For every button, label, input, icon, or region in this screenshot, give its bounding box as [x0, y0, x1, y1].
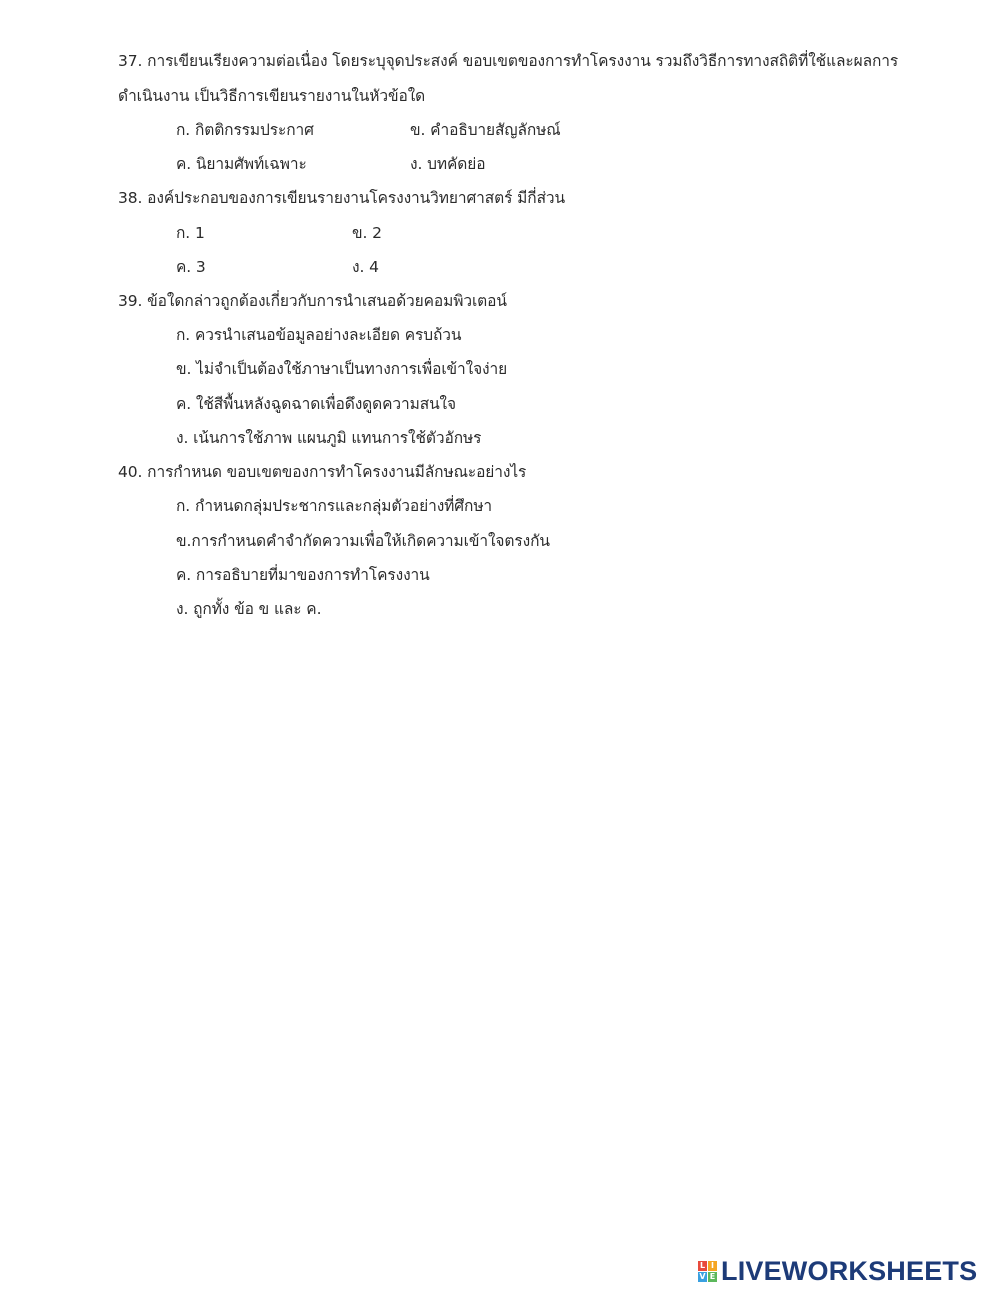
question-40-text: 40. การกำหนด ขอบเขตของการทำโครงงานมีลักษณะอย่างไร: [118, 463, 527, 481]
question-40-option-b: ข.การกำหนดคำจำกัดความเพื่อให้เกิดความเข้าใจตรงกัน: [176, 532, 550, 550]
question-39-option-d: ง. เน้นการใช้ภาพ แผนภูมิ แทนการใช้ตัวอักษร: [176, 429, 482, 447]
question-39-option-b: ข. ไม่จำเป็นต้องใช้ภาษาเป็นทางการเพื่อเข้าใจง่าย: [176, 360, 508, 378]
liveworksheets-logo: [698, 1254, 977, 1288]
question-37-option-b: ข. คำอธิบายสัญลักษณ์: [410, 121, 561, 139]
question-40-option-d: ง. ถูกทั้ง ข้อ ข และ ค.: [176, 600, 322, 618]
logo-text: LIVEWORKSHEETS: [721, 1255, 978, 1286]
question-39-option-a: ก. ควรนำเสนอข้อมูลอย่างละเอียด ครบถ้วน: [176, 326, 462, 344]
question-38-text: 38. องค์ประกอบของการเขียนรายงานโครงงานวิทยาศาสตร์ มีกี่ส่วน: [118, 189, 566, 207]
question-38-option-d: ง. 4: [352, 258, 379, 276]
question-40-option-c: ค. การอธิบายที่มาของการทำโครงงาน: [176, 566, 430, 584]
question-39-option-c: ค. ใช้สีพื้นหลังฉูดฉาดเพื่อดึงดูดความสนใจ: [176, 395, 457, 413]
question-38-option-b: ข. 2: [352, 224, 382, 242]
logo-block-l: L: [699, 1260, 706, 1270]
question-37-text-line1: 37. การเขียนเรียงความต่อเนื่อง โดยระบุจุดประสงค์ ขอบเขตของการทำโครงงาน รวมถึงวิธีการทางสถิติที่ใช้และผลการ: [118, 52, 899, 70]
logo-blocks-icon: [698, 1261, 717, 1282]
question-37-option-c: ค. นิยามศัพท์เฉพาะ: [176, 155, 307, 173]
question-39-text: 39. ข้อใดกล่าวถูกต้องเกี่ยวกับการนำเสนอด้วยคอมพิวเตอน์: [118, 292, 507, 310]
logo-block-e: E: [709, 1271, 716, 1281]
logo-block-v: V: [699, 1271, 706, 1281]
question-38-option-c: ค. 3: [176, 258, 206, 276]
question-37-option-d: ง. บทคัดย่อ: [410, 155, 486, 173]
logo-block-i: I: [708, 1261, 717, 1271]
question-38-option-a: ก. 1: [176, 224, 205, 242]
question-37-option-a: ก. กิตติกรรมประกาศ: [176, 121, 314, 139]
question-37-text-line2: ดำเนินงาน เป็นวิธีการเขียนรายงานในหัวข้อใด: [118, 87, 426, 105]
question-40-option-a: ก. กำหนดกลุ่มประชากรและกลุ่มตัวอย่างที่ศึกษา: [176, 497, 493, 515]
